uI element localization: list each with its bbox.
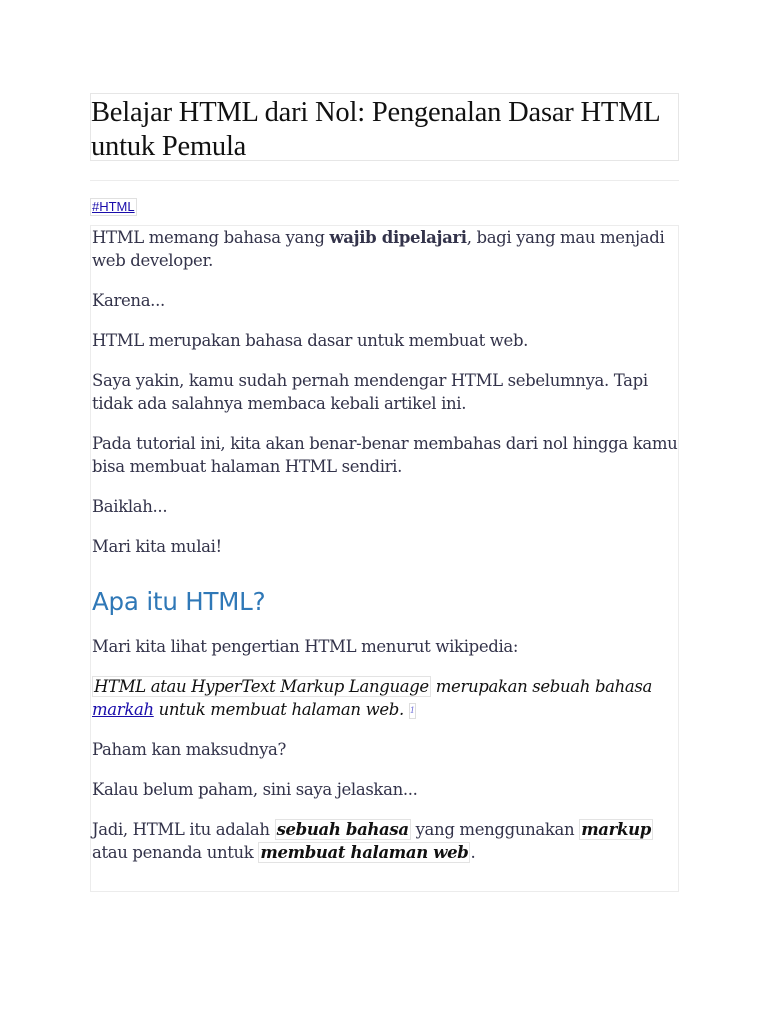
- title-box: [90, 93, 679, 161]
- wikipedia-quote: [92, 675, 678, 721]
- paragraph-explanation: [92, 818, 678, 864]
- emphasis-text: membuat halaman web: [260, 843, 469, 862]
- text: untuk membuat halaman web.: [153, 700, 404, 719]
- section-heading: Apa itu HTML?: [92, 587, 266, 616]
- paragraph: Mari kita lihat pengertian HTML menurut wikipedia:: [92, 637, 519, 656]
- paragraph: Karena...: [92, 291, 165, 310]
- paragraph: Pada tutorial ini, kita akan benar-benar membahas dari nol hingga kamu bisa membuat halaman HTML sendiri.: [92, 434, 678, 476]
- page-title: Belajar HTML dari Nol: Pengenalan Dasar HTML untuk Pemula: [91, 97, 660, 162]
- text: , bagi yang mau menjadi web developer.: [92, 228, 665, 270]
- text: atau penanda untuk: [92, 843, 259, 862]
- paragraph: Baiklah...: [92, 497, 168, 516]
- text: yang menggunakan: [410, 820, 580, 839]
- emphasis-text: markup: [581, 820, 651, 839]
- reference-marker[interactable]: 1: [409, 703, 416, 719]
- paragraph: Mari kita mulai!: [92, 537, 222, 556]
- quote-term: HTML atau HyperText Markup Language: [94, 677, 429, 696]
- paragraph: Kalau belum paham, sini saya jelaskan...: [92, 780, 418, 799]
- strong-text: wajib dipelajari: [329, 228, 467, 247]
- paragraph: HTML merupakan bahasa dasar untuk membuat web.: [92, 331, 529, 350]
- paragraph: Saya yakin, kamu sudah pernah mendengar HTML sebelumnya. Tapi tidak ada salahnya membaca kebali artikel ini.: [92, 371, 648, 413]
- text: merupakan sebuah bahasa: [430, 677, 653, 696]
- text: HTML memang bahasa yang: [92, 228, 330, 247]
- text: Jadi, HTML itu adalah: [92, 820, 275, 839]
- markah-link[interactable]: markah: [92, 700, 154, 719]
- emphasis-text: sebuah bahasa: [276, 820, 409, 839]
- paragraph-intro: [92, 226, 678, 272]
- tag-link-html[interactable]: #HTML: [92, 199, 135, 214]
- article-body: [90, 225, 679, 892]
- divider: [90, 180, 679, 181]
- article: [90, 93, 679, 892]
- paragraph: Paham kan maksudnya?: [92, 740, 287, 759]
- text: .: [470, 843, 476, 862]
